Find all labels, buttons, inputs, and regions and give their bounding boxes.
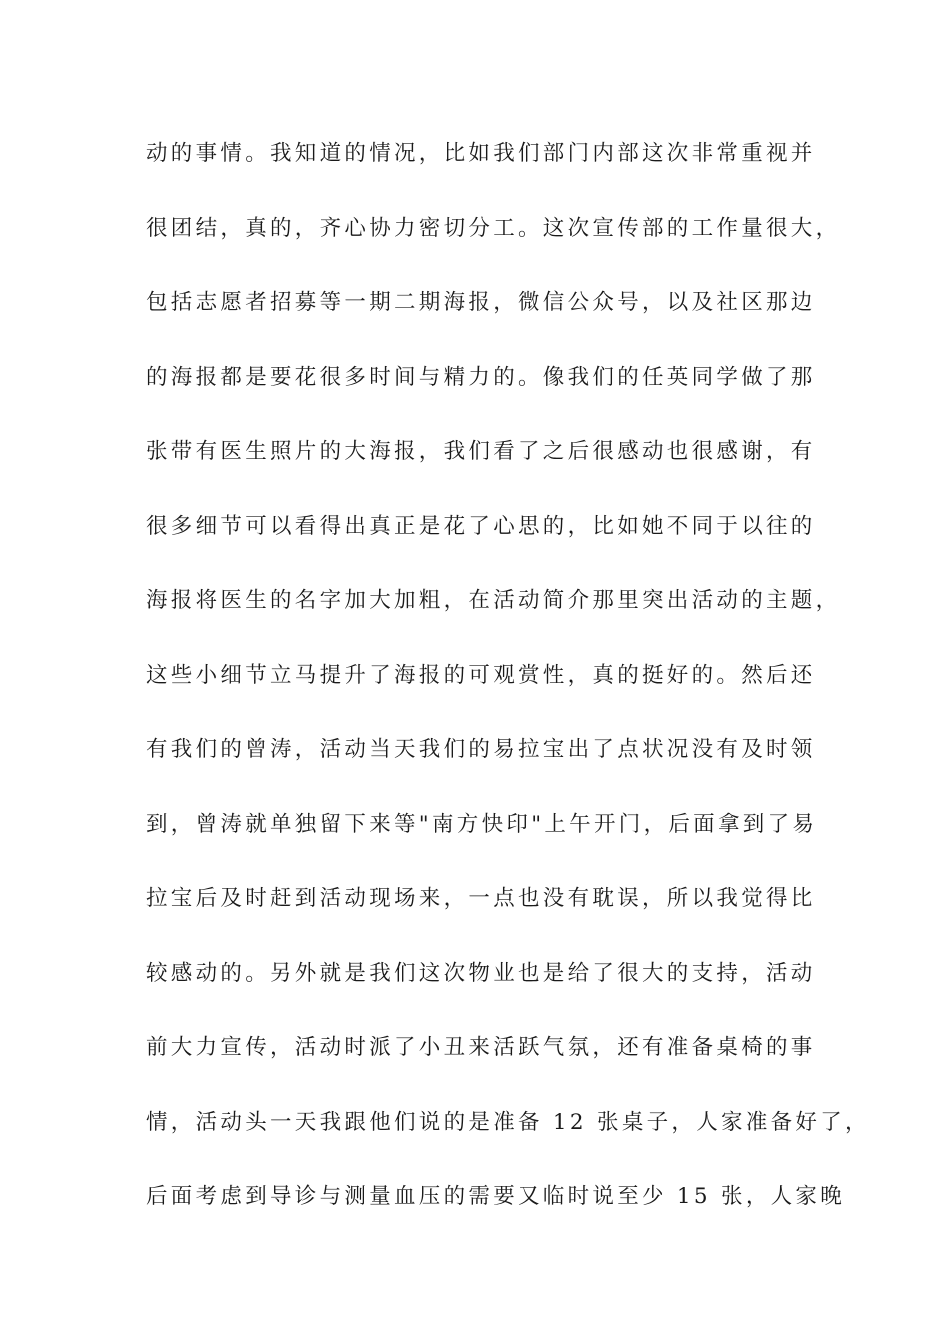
text-line: 这些小细节立马提升了海报的可观赏性，真的挺好的。然后还 (146, 662, 816, 688)
text-line: 前大力宣传，活动时派了小丑来活跃气氛，还有准备桌椅的事 (146, 1035, 816, 1060)
text-line: 动的事情。我知道的情况，比如我们部门内部这次非常重视并 (146, 141, 816, 166)
text-line: 情，活动头一天我跟他们说的是准备 12 张桌子，人家准备好了， (146, 1109, 870, 1135)
text-line: 海报将医生的名字加大加粗，在活动简介那里突出活动的主题， (146, 588, 841, 613)
text-line: 张带有医生照片的大海报，我们看了之后很感动也很感谢，有 (146, 439, 816, 464)
text-line: 较感动的。另外就是我们这次物业也是给了很大的支持，活动 (146, 960, 816, 986)
text-line: 到，曾涛就单独留下来等"南方快印"上午开门，后面拿到了易 (146, 811, 818, 837)
text-line: 的海报都是要花很多时间与精力的。像我们的任英同学做了那 (146, 364, 816, 390)
text-line: 有我们的曾涛，活动当天我们的易拉宝出了点状况没有及时领 (146, 737, 816, 762)
text-line: 很团结，真的，齐心协力密切分工。这次宣传部的工作量很大， (146, 215, 841, 241)
text-line: 拉宝后及时赶到活动现场来，一点也没有耽误，所以我觉得比 (146, 886, 816, 911)
text-line: 很多细节可以看得出真正是花了心思的，比如她不同于以往的 (146, 513, 816, 539)
text-line: 包括志愿者招募等一期二期海报，微信公众号，以及社区那边 (146, 290, 816, 315)
text-line: 后面考虑到导诊与测量血压的需要又临时说至少 15 张，人家晚 (146, 1184, 846, 1209)
body-text (146, 130, 870, 1248)
